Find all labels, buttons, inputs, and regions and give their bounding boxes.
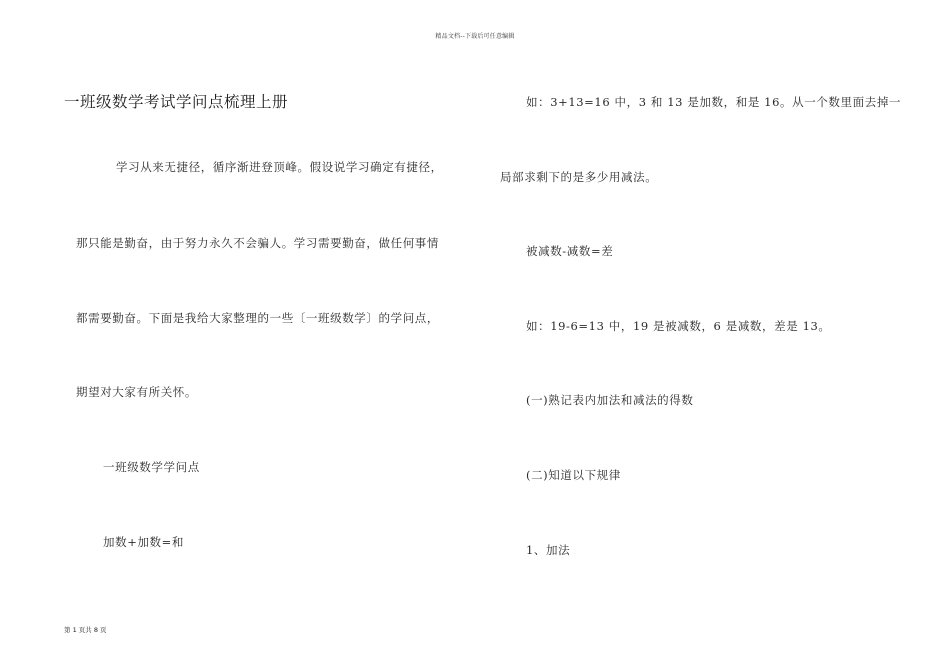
paragraph-line: 如：19-6=13 中，19 是被减数，6 是减数，差是 13。	[526, 319, 831, 333]
paragraph-line: 那只能是勤奋，由于努力永久不会骗人。学习需要勤奋，做任何事情	[76, 236, 439, 250]
formula-line: 加数+加数=和	[103, 535, 184, 549]
paragraph-line: 如：3+13=16 中，3 和 13 是加数，和是 16。从一个数里面去掉一	[526, 95, 902, 109]
list-item: (二)知道以下规律	[526, 468, 621, 482]
list-item: 1、加法	[526, 543, 571, 557]
paragraph-line: 期望对大家有所关怀。	[76, 385, 197, 399]
paragraph-line: 都需要勤奋。下面是我给大家整理的一些〔一班级数学〕的学问点，	[76, 311, 439, 325]
section-heading: 一班级数学学问点	[103, 460, 200, 474]
page-number: 第 1 页共 8 页	[64, 626, 107, 634]
page-header-note: 精品文档--下载后可任意编辑	[435, 33, 515, 40]
paragraph-line: 学习从来无捷径，循序渐进登顶峰。假设说学习确定有捷径，	[116, 160, 443, 174]
formula-line: 被减数-减数=差	[526, 244, 614, 258]
list-item: (一)熟记表内加法和减法的得数	[526, 393, 694, 407]
paragraph-line: 局部求剩下的是多少用减法。	[500, 170, 658, 184]
document-title: 一班级数学考试学问点梳理上册	[64, 93, 289, 111]
